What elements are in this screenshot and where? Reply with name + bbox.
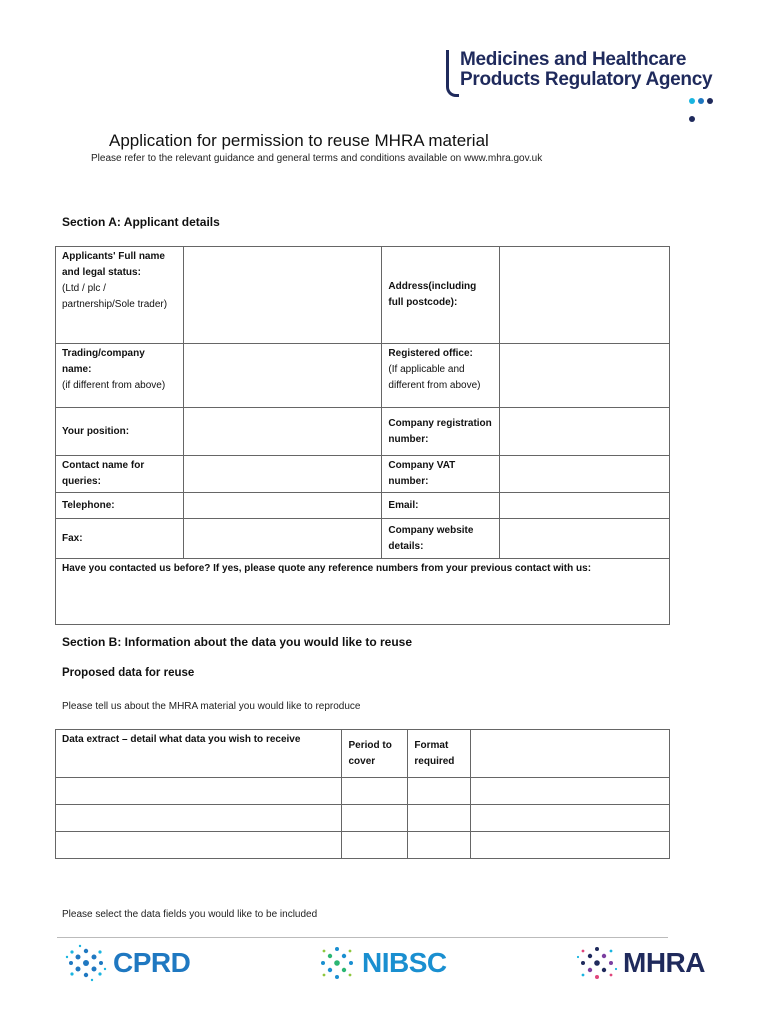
mhra-wordmark: MHRA xyxy=(623,947,705,978)
previous-contact-cell[interactable] xyxy=(56,559,670,625)
reuse-instruction: Please tell us about the MHRA material you would like to reproduce xyxy=(62,701,361,712)
registration-number-input-cell[interactable] xyxy=(500,408,670,456)
table-row xyxy=(56,832,670,859)
table-header-row xyxy=(56,730,670,778)
field-note: (If applicable and different from above) xyxy=(388,364,481,391)
period-cell[interactable] xyxy=(342,778,408,805)
period-cell[interactable] xyxy=(342,805,408,832)
field-note: (Ltd / plc / partnership/Sole trader) xyxy=(62,283,168,310)
field-label: Company website details: xyxy=(388,524,474,552)
extra-cell[interactable] xyxy=(471,805,670,832)
label-cell xyxy=(56,456,184,493)
extra-cell[interactable] xyxy=(471,832,670,859)
section-a-heading: Section A: Applicant details xyxy=(62,215,220,229)
column-header-format: Format required xyxy=(408,730,471,778)
page-subtitle: Please refer to the relevant guidance and general terms and conditions available on www.mhra.gov.uk xyxy=(91,153,543,164)
proposed-data-subheading: Proposed data for reuse xyxy=(62,667,195,679)
nibsc-logo xyxy=(316,942,447,984)
table-row xyxy=(56,778,670,805)
label-cell xyxy=(56,247,184,344)
page-title: Application for permission to reuse MHRA material xyxy=(109,131,489,150)
label-cell xyxy=(382,408,500,456)
table-row xyxy=(56,408,670,456)
label-cell xyxy=(56,408,184,456)
field-label: Contact name for queries: xyxy=(62,460,145,487)
full-name-input-cell[interactable] xyxy=(183,247,382,344)
label-cell xyxy=(382,519,500,559)
field-label: Address(including full postcode): xyxy=(388,281,477,308)
data-extract-table xyxy=(55,729,670,859)
extra-cell[interactable] xyxy=(471,778,670,805)
data-extract-cell[interactable] xyxy=(56,832,342,859)
footer-divider xyxy=(57,937,668,938)
data-extract-cell[interactable] xyxy=(56,778,342,805)
cprd-dots-icon xyxy=(63,943,109,983)
mhra-dots-icon xyxy=(575,943,619,983)
label-cell xyxy=(382,344,500,408)
logo-dots xyxy=(686,91,721,127)
field-label: Fax: xyxy=(62,532,83,544)
field-note: (if different from above) xyxy=(62,380,166,391)
table-row xyxy=(56,493,670,519)
label-cell xyxy=(56,493,184,519)
mhra-header-logo xyxy=(446,48,721,100)
logo-bracket xyxy=(446,50,459,97)
logo-line-2: Products Regulatory Agency xyxy=(460,69,713,90)
column-header-data-extract: Data extract – detail what data you wish to receive xyxy=(56,730,342,778)
column-header-period: Period to cover xyxy=(342,730,408,778)
column-header-extra xyxy=(471,730,670,778)
table-row xyxy=(56,805,670,832)
data-extract-cell[interactable] xyxy=(56,805,342,832)
registered-office-input-cell[interactable] xyxy=(500,344,670,408)
label-cell xyxy=(382,247,500,344)
data-fields-instruction: Please select the data fields you would like to be included xyxy=(62,909,318,920)
mhra-footer-logo xyxy=(575,942,705,984)
cprd-logo xyxy=(63,942,190,984)
label-cell xyxy=(56,344,184,408)
label-cell xyxy=(382,456,500,493)
format-cell[interactable] xyxy=(408,832,471,859)
section-b-heading: Section B: Information about the data you would like to reuse xyxy=(62,635,413,649)
table-row xyxy=(56,344,670,408)
trading-name-input-cell[interactable] xyxy=(183,344,382,408)
table-row xyxy=(56,559,670,625)
label-cell xyxy=(56,519,184,559)
logo-line-1: Medicines and Healthcare xyxy=(460,49,687,70)
email-input-cell[interactable] xyxy=(500,493,670,519)
field-label: Applicants' Full name and legal status: xyxy=(62,251,165,278)
period-cell[interactable] xyxy=(342,832,408,859)
nibsc-wordmark: NIBSC xyxy=(362,947,447,978)
applicant-details-table xyxy=(55,246,670,625)
cprd-wordmark: CPRD xyxy=(113,947,191,978)
position-input-cell[interactable] xyxy=(183,408,382,456)
field-label: Telephone: xyxy=(62,499,115,511)
telephone-input-cell[interactable] xyxy=(183,493,382,519)
field-label: Trading/company name: xyxy=(62,348,145,375)
website-input-cell[interactable] xyxy=(500,519,670,559)
table-row xyxy=(56,456,670,493)
address-input-cell[interactable] xyxy=(500,247,670,344)
format-cell[interactable] xyxy=(408,778,471,805)
contact-name-input-cell[interactable] xyxy=(183,456,382,493)
previous-contact-question: Have you contacted us before? If yes, please quote any reference numbers from your previous contact with us: xyxy=(62,563,592,574)
fax-input-cell[interactable] xyxy=(183,519,382,559)
format-cell[interactable] xyxy=(408,805,471,832)
field-label: Company registration number: xyxy=(388,417,492,445)
field-label: Company VAT number: xyxy=(388,460,456,487)
table-row xyxy=(56,519,670,559)
label-cell xyxy=(382,493,500,519)
field-label: Registered office: xyxy=(388,348,473,359)
vat-number-input-cell[interactable] xyxy=(500,456,670,493)
table-row xyxy=(56,247,670,344)
field-label: Your position: xyxy=(62,425,130,437)
nibsc-dots-icon xyxy=(316,943,358,983)
field-label: Email: xyxy=(388,499,419,511)
